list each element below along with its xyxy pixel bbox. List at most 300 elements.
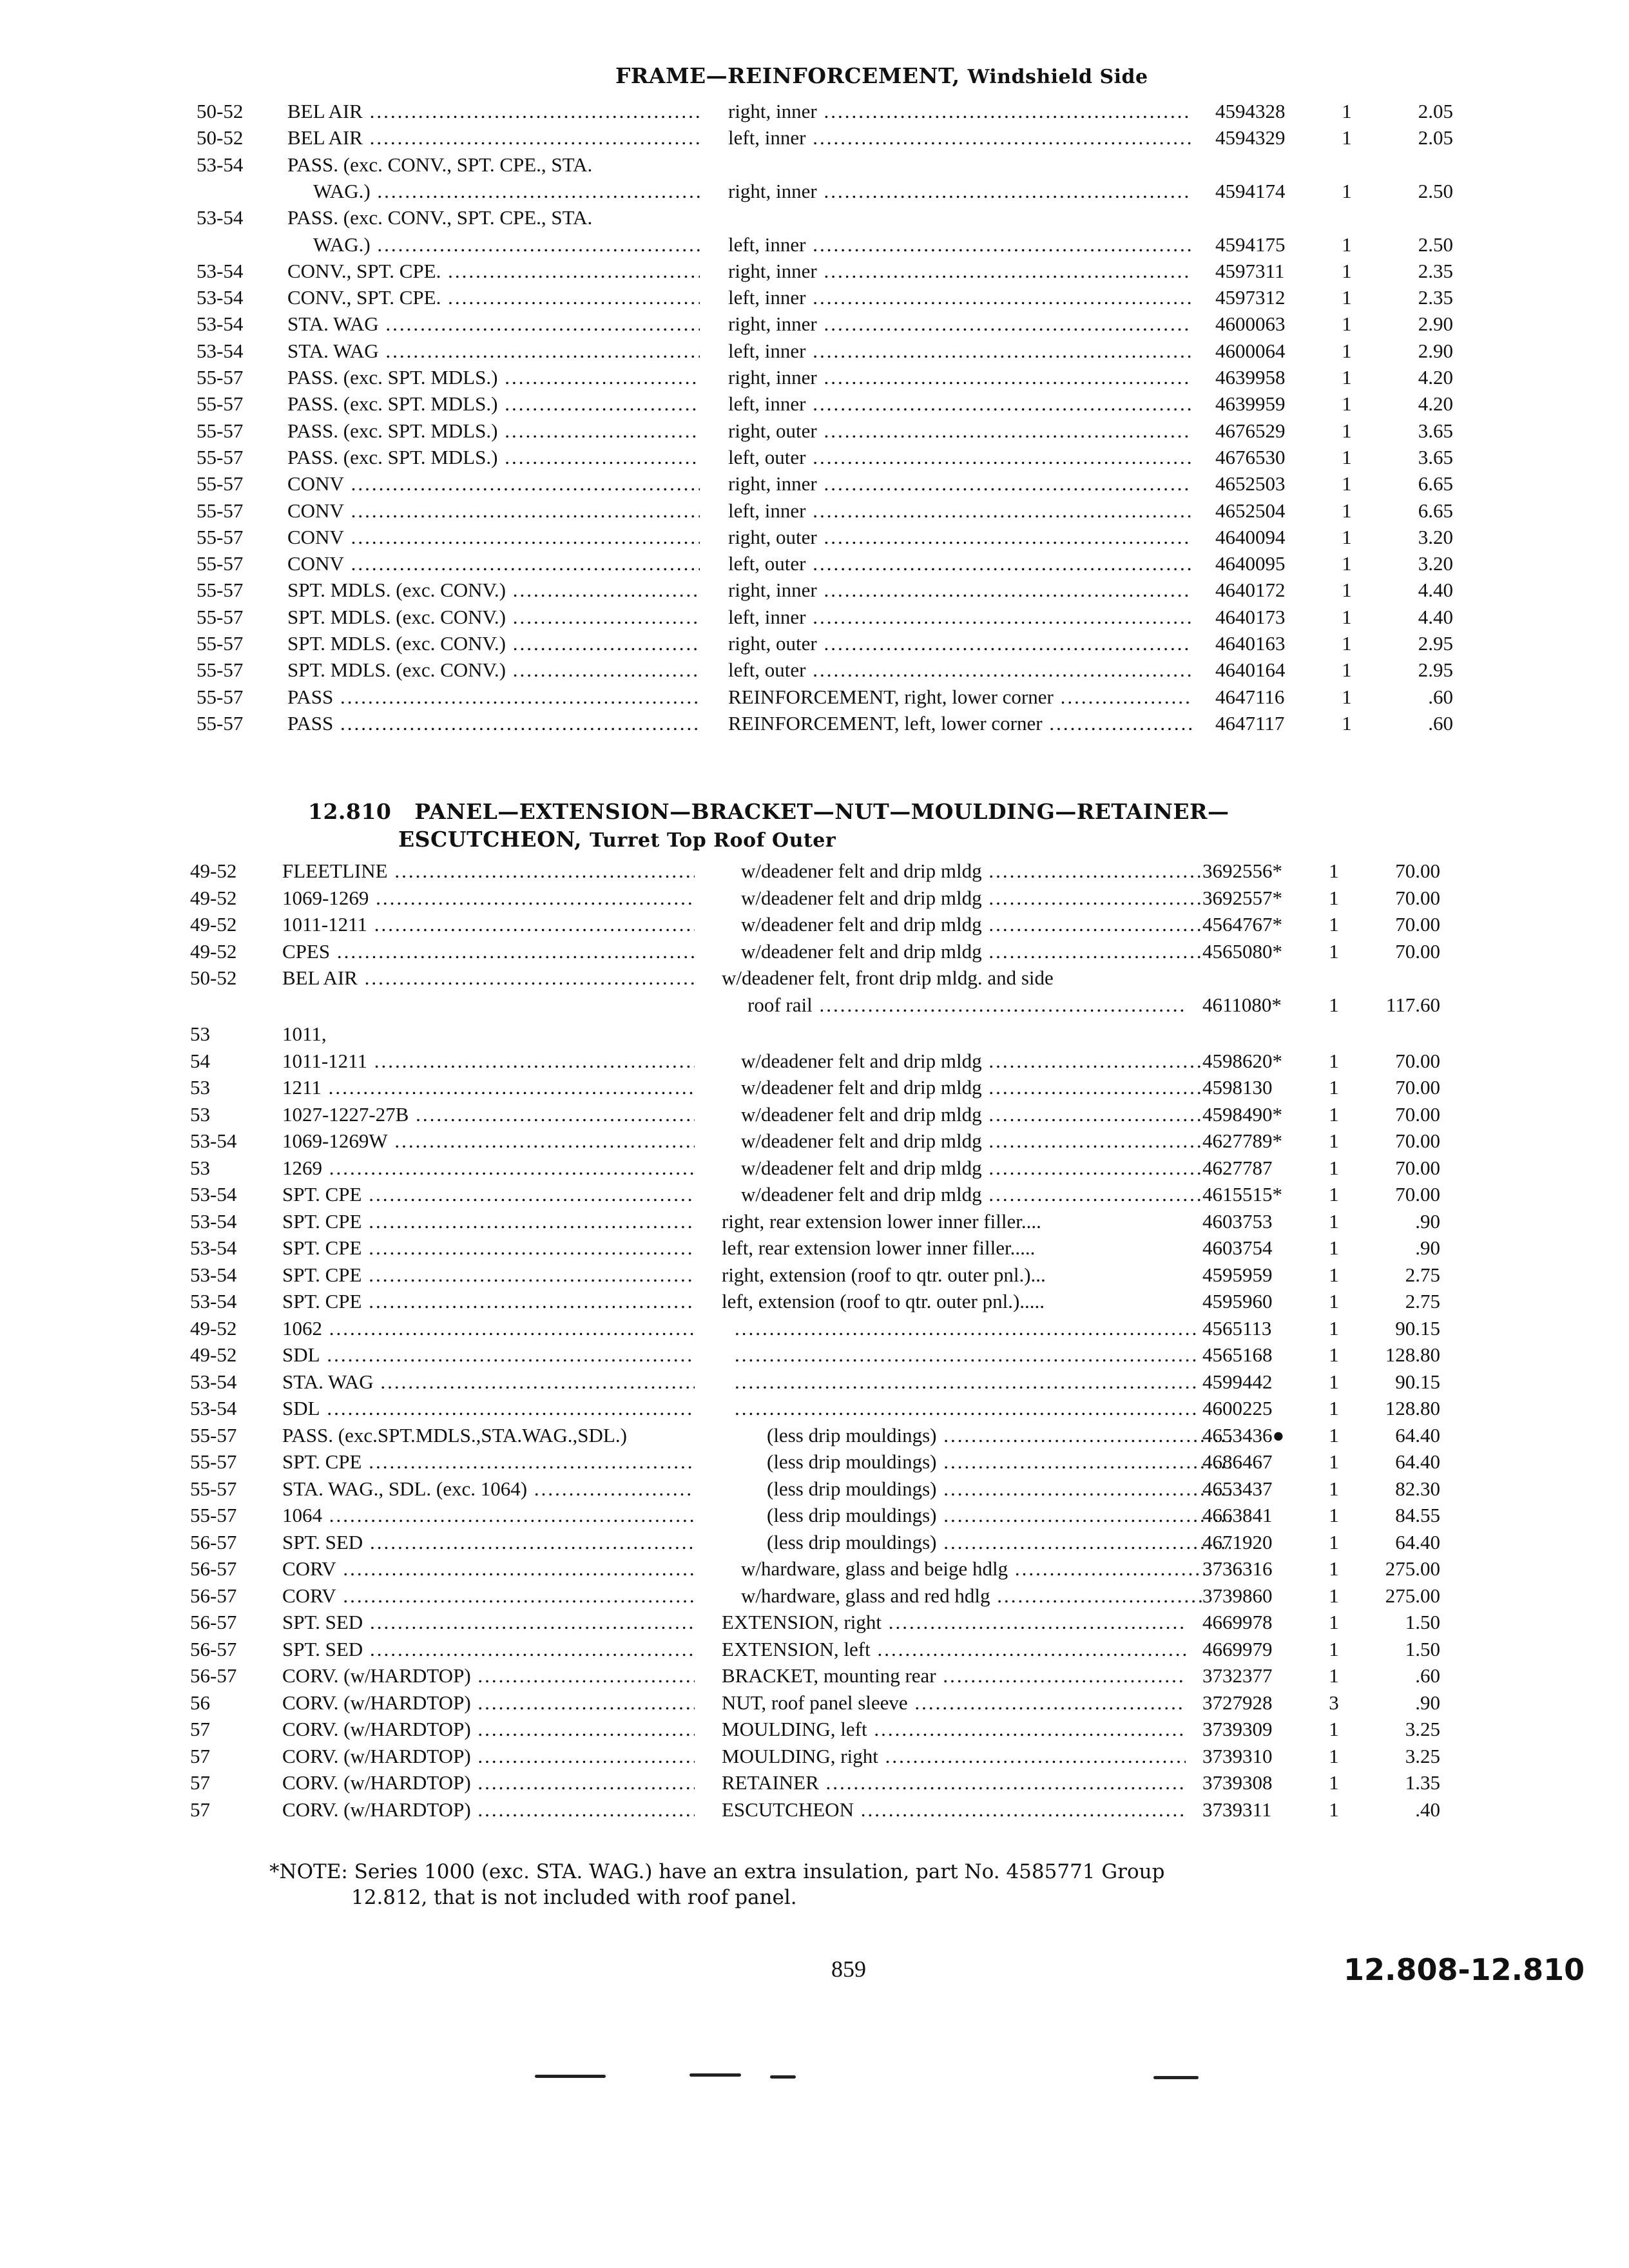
- price: 2.35: [1418, 259, 1453, 282]
- quantity: 1: [1329, 1771, 1339, 1794]
- model-name: CORV .....: [282, 1583, 695, 1609]
- table-row: [0, 711, 1629, 736]
- quantity: 1: [1329, 1637, 1339, 1660]
- price: 117.60: [1385, 993, 1440, 1016]
- part-number: 4640173: [1215, 605, 1286, 628]
- quantity: 3: [1329, 1691, 1339, 1714]
- year-range: 49-52: [190, 1316, 237, 1340]
- part-description: left, inner .....: [728, 498, 1192, 524]
- table-row: [0, 577, 1629, 603]
- part-description: left, inner .....: [728, 338, 1192, 364]
- quantity: 1: [1342, 658, 1352, 682]
- table-row: [0, 1476, 1629, 1502]
- model-name-continued: WAG.) .....: [313, 232, 700, 258]
- year-range: 56-57: [190, 1664, 237, 1687]
- quantity: 1: [1342, 392, 1352, 416]
- year-range: 53-54: [190, 1209, 237, 1233]
- table-row: [0, 1797, 1629, 1823]
- part-number: 3739309: [1202, 1718, 1273, 1741]
- scan-mark: [535, 2075, 606, 2078]
- year-range: 55-57: [190, 1477, 237, 1500]
- price: 6.65: [1418, 499, 1453, 522]
- table-row: [0, 1503, 1629, 1528]
- part-number: 3739311: [1202, 1798, 1272, 1821]
- part-description: right, inner .....: [728, 577, 1192, 603]
- price: 64.40: [1395, 1530, 1440, 1553]
- year-range: 53: [190, 1102, 210, 1126]
- table-row: [0, 1048, 1629, 1074]
- price: 64.40: [1395, 1450, 1440, 1474]
- part-description: (less drip mouldings) .....: [767, 1449, 1231, 1475]
- quantity: 1: [1329, 1129, 1339, 1153]
- quantity: 1: [1329, 1076, 1339, 1099]
- part-description: right, outer .....: [728, 524, 1192, 550]
- year-range: 55-57: [190, 1504, 237, 1527]
- part-description: BRACKET, mounting rear .....: [722, 1663, 1186, 1689]
- table-row: [0, 1182, 1629, 1207]
- table-row: [0, 1396, 1629, 1421]
- quantity: 1: [1329, 1049, 1339, 1072]
- year-range: 53-54: [190, 1183, 237, 1206]
- part-description: (less drip mouldings) .....: [767, 1530, 1231, 1555]
- price: .90: [1415, 1209, 1440, 1233]
- quantity: 1: [1342, 339, 1352, 362]
- table-row: [0, 311, 1629, 337]
- table-row: [0, 471, 1629, 497]
- year-range: 49-52: [190, 1343, 237, 1367]
- model-name: CORV. (w/HARDTOP) .....: [282, 1744, 695, 1769]
- table-row: [0, 858, 1629, 884]
- part-number: 4647116: [1215, 685, 1285, 708]
- price: 70.00: [1395, 1129, 1440, 1153]
- table-row: [0, 1369, 1629, 1395]
- model-name: SDL .....: [282, 1396, 695, 1421]
- price: 70.00: [1395, 913, 1440, 936]
- model-name: PASS. (exc. SPT. MDLS.) .....: [287, 418, 700, 444]
- part-description: [735, 1396, 1199, 1421]
- part-description: left, outer .....: [728, 551, 1192, 577]
- model-name: SPT. CPE .....: [282, 1289, 695, 1314]
- quantity: 1: [1329, 1718, 1339, 1741]
- table-row: [0, 1342, 1629, 1368]
- model-name: 1011-1211 .....: [282, 912, 695, 937]
- quantity: 1: [1329, 993, 1339, 1016]
- model-name: SPT. CPE .....: [282, 1182, 695, 1207]
- year-range: 55-57: [197, 472, 244, 495]
- model-name: CORV .....: [282, 1556, 695, 1582]
- price: 6.65: [1418, 472, 1453, 495]
- quantity: 1: [1329, 1236, 1339, 1260]
- year-range: 53-54: [190, 1290, 237, 1313]
- quantity: 1: [1329, 1611, 1339, 1634]
- model-name: SPT. CPE .....: [282, 1449, 695, 1475]
- part-description: left, outer .....: [728, 445, 1192, 470]
- quantity: 1: [1342, 685, 1352, 708]
- part-description: w/deadener felt and drip mldg .....: [741, 939, 1205, 965]
- part-number: 4599442: [1202, 1370, 1273, 1393]
- section2-title: PANEL—EXTENSION—BRACKET—NUT—MOULDING—RETAINER—: [414, 799, 1229, 824]
- table-row: [0, 1128, 1629, 1154]
- part-number: 4564767*: [1202, 913, 1282, 936]
- quantity: 1: [1342, 445, 1352, 468]
- quantity: 1: [1329, 1156, 1339, 1179]
- year-range: 56-57: [190, 1584, 237, 1607]
- part-number: 4669978: [1202, 1611, 1273, 1634]
- table-row: [0, 498, 1629, 524]
- section1-subtitle: Windshield Side: [967, 66, 1148, 88]
- footnote-line1: *NOTE: Series 1000 (exc. STA. WAG.) have an extra insulation, part No. 4585771 Group: [269, 1860, 1165, 1883]
- footnote-line2: 12.812, that is not included with roof panel.: [351, 1886, 797, 1909]
- price: 2.95: [1418, 632, 1453, 655]
- price: 2.95: [1418, 658, 1453, 682]
- price: 2.05: [1418, 100, 1453, 122]
- price: 275.00: [1385, 1557, 1440, 1581]
- model-name: CONV .....: [287, 551, 700, 577]
- part-description: w/deadener felt and drip mldg .....: [741, 885, 1205, 911]
- year-range: 56: [190, 1691, 210, 1714]
- part-description: REINFORCEMENT, right, lower corner .....: [728, 684, 1192, 710]
- table-row-continued: [0, 232, 1629, 258]
- model-name: CORV. (w/HARDTOP) .....: [282, 1770, 695, 1796]
- model-name: PASS .....: [287, 711, 700, 736]
- model-name: PASS. (exc.SPT.MDLS.,STA.WAG.,SDL.): [282, 1423, 627, 1446]
- table-row: [0, 604, 1629, 630]
- part-number: 3739860: [1202, 1584, 1273, 1607]
- quantity: 1: [1342, 499, 1352, 522]
- part-description: EXTENSION, right .....: [722, 1610, 1186, 1635]
- table-row: [0, 152, 1629, 178]
- year-range: 53-54: [197, 312, 244, 336]
- table-row-continued: [0, 178, 1629, 204]
- price: 64.40: [1395, 1423, 1440, 1446]
- year-range: 53-54: [197, 339, 244, 362]
- year-range: 56-57: [190, 1557, 237, 1581]
- price: 70.00: [1395, 1076, 1440, 1099]
- price: 90.15: [1395, 1316, 1440, 1340]
- model-name: CORV. (w/HARDTOP) .....: [282, 1663, 695, 1689]
- model-name: PASS. (exc. CONV., SPT. CPE., STA.: [287, 206, 593, 229]
- year-range: 53-54: [190, 1263, 237, 1286]
- table-row: [0, 1663, 1629, 1689]
- table-row: [0, 1716, 1629, 1742]
- quantity: 1: [1329, 1423, 1339, 1446]
- quantity: 1: [1342, 525, 1352, 548]
- part-number: 4595960: [1202, 1290, 1273, 1313]
- footnote: [269, 1859, 1236, 1910]
- year-range: 55-57: [197, 685, 244, 708]
- model-name: 1211 .....: [282, 1075, 695, 1100]
- quantity: 1: [1329, 1798, 1339, 1821]
- part-number: 4627789*: [1202, 1129, 1282, 1153]
- model-name: STA. WAG .....: [287, 338, 700, 364]
- part-number: 4595959: [1202, 1263, 1273, 1286]
- model-name: STA. WAG., SDL. (exc. 1064) .....: [282, 1476, 695, 1502]
- model-name: 1069-1269W .....: [282, 1128, 695, 1154]
- price: 3.65: [1418, 445, 1453, 468]
- part-number: 4652503: [1215, 472, 1286, 495]
- year-range: 49-52: [190, 913, 237, 936]
- price: 4.40: [1418, 579, 1453, 602]
- part-description: w/deadener felt, front drip mldg. and side: [722, 966, 1054, 989]
- part-number: 4647117: [1215, 711, 1285, 735]
- model-name-continued: WAG.) .....: [313, 178, 700, 204]
- price: .60: [1428, 711, 1453, 735]
- year-range: 55-57: [190, 1423, 237, 1446]
- quantity: 1: [1329, 1209, 1339, 1233]
- part-number: 3692556*: [1202, 860, 1282, 882]
- year-range: 49-52: [190, 939, 237, 963]
- table-row: [0, 1770, 1629, 1796]
- part-description: w/hardware, glass and red hdlg .....: [741, 1583, 1205, 1609]
- part-description: w/deadener felt and drip mldg .....: [741, 1182, 1205, 1207]
- model-name: PASS. (exc. SPT. MDLS.) .....: [287, 365, 700, 390]
- part-number: 3736316: [1202, 1557, 1273, 1581]
- model-name: CORV. (w/HARDTOP) .....: [282, 1716, 695, 1742]
- year-range: 55-57: [190, 1450, 237, 1474]
- part-number: 4652504: [1215, 499, 1286, 522]
- table-row: [0, 1610, 1629, 1635]
- part-description: right, inner .....: [728, 311, 1192, 337]
- part-number: 4597312: [1215, 286, 1286, 309]
- part-number: 4600064: [1215, 339, 1286, 362]
- quantity: 1: [1342, 711, 1352, 735]
- price: 2.05: [1418, 126, 1453, 149]
- price: 2.90: [1418, 312, 1453, 336]
- year-range: 55-57: [197, 499, 244, 522]
- part-number: 4676529: [1215, 419, 1286, 442]
- part-description: (less drip mouldings) .....: [767, 1423, 1231, 1448]
- part-description-continued: roof rail .....: [747, 992, 1186, 1018]
- year-range: 55-57: [197, 525, 244, 548]
- price: 70.00: [1395, 1156, 1440, 1179]
- model-name: PASS. (exc. CONV., SPT. CPE., STA.: [287, 153, 593, 176]
- table-row: [0, 1102, 1629, 1128]
- year-range: 57: [190, 1718, 210, 1741]
- part-number: 3739308: [1202, 1771, 1273, 1794]
- section1-heading: [615, 63, 1148, 88]
- quantity: 1: [1342, 126, 1352, 149]
- year-range: 55-57: [197, 445, 244, 468]
- price: 4.20: [1418, 366, 1453, 389]
- part-number: 4565113: [1202, 1316, 1272, 1340]
- table-row: [0, 338, 1629, 364]
- scan-mark: [770, 2075, 796, 2079]
- model-name: PASS. (exc. SPT. MDLS.) .....: [287, 391, 700, 417]
- model-name: CONV., SPT. CPE. .....: [287, 285, 700, 311]
- price: .60: [1428, 685, 1453, 708]
- year-range: 55-57: [197, 419, 244, 442]
- part-description: MOULDING, right .....: [722, 1744, 1186, 1769]
- part-number: 4640095: [1215, 552, 1286, 575]
- table-row: [0, 885, 1629, 911]
- model-name: CONV., SPT. CPE. .....: [287, 258, 700, 284]
- quantity: 1: [1342, 366, 1352, 389]
- part-description: right, inner .....: [728, 365, 1192, 390]
- section2-subtitle: Turret Top Roof Outer: [589, 829, 836, 852]
- part-number: 4594174: [1215, 179, 1286, 202]
- model-name: 1069-1269 .....: [282, 885, 695, 911]
- part-description: NUT, roof panel sleeve .....: [722, 1690, 1186, 1716]
- part-number: 4565080*: [1202, 939, 1282, 963]
- price: .40: [1415, 1798, 1440, 1821]
- part-description: w/deadener felt and drip mldg .....: [741, 858, 1205, 884]
- part-description: right, inner .....: [728, 178, 1192, 204]
- part-description: ESCUTCHEON .....: [722, 1797, 1186, 1823]
- year-range: 53-54: [190, 1370, 237, 1393]
- part-number: 4598620*: [1202, 1049, 1282, 1072]
- table-row: [0, 205, 1629, 231]
- part-number: 4653437: [1202, 1477, 1273, 1500]
- part-number: 4676530: [1215, 445, 1286, 468]
- scan-mark: [1153, 2076, 1199, 2079]
- table-row: [0, 657, 1629, 683]
- group-range: 12.808-12.810: [1344, 1952, 1585, 1987]
- part-description: left, inner .....: [728, 391, 1192, 417]
- part-description: right, extension (roof to qtr. outer pnl.)...: [722, 1263, 1046, 1286]
- year-range: 53: [190, 1076, 210, 1099]
- model-name: 1027-1227-27B .....: [282, 1102, 695, 1128]
- price: 4.40: [1418, 605, 1453, 628]
- part-description: w/deadener felt and drip mldg .....: [741, 1128, 1205, 1154]
- part-number: 4594328: [1215, 100, 1286, 122]
- table-row: [0, 391, 1629, 417]
- year-range: 54: [190, 1049, 210, 1072]
- part-number: 4640094: [1215, 525, 1286, 548]
- quantity: 1: [1342, 579, 1352, 602]
- year-range: 57: [190, 1771, 210, 1794]
- quantity: 1: [1329, 1557, 1339, 1581]
- section1-title: FRAME—REINFORCEMENT,: [615, 63, 960, 88]
- table-row-continued: [0, 992, 1629, 1018]
- year-range: 49-52: [190, 886, 237, 909]
- scan-mark: [689, 2073, 741, 2077]
- year-range: 55-57: [197, 392, 244, 416]
- part-number: 4669979: [1202, 1637, 1273, 1660]
- model-name: STA. WAG .....: [287, 311, 700, 337]
- model-name: PASS. (exc. SPT. MDLS.) .....: [287, 445, 700, 470]
- quantity: 1: [1342, 419, 1352, 442]
- table-row: [0, 1530, 1629, 1555]
- section2-heading-line2: [398, 827, 836, 852]
- part-number: 4598490*: [1202, 1102, 1282, 1126]
- year-range: 56-57: [190, 1611, 237, 1634]
- quantity: 1: [1329, 1744, 1339, 1767]
- model-name: BEL AIR .....: [287, 125, 700, 151]
- price: 90.15: [1395, 1370, 1440, 1393]
- quantity: 1: [1342, 605, 1352, 628]
- model-name: SPT. SED .....: [282, 1610, 695, 1635]
- quantity: 1: [1329, 939, 1339, 963]
- table-row: [0, 1423, 1629, 1448]
- part-number: 3739310: [1202, 1744, 1273, 1767]
- quantity: 1: [1342, 179, 1352, 202]
- part-description: EXTENSION, left .....: [722, 1637, 1186, 1662]
- year-range: 53: [190, 1156, 210, 1179]
- price: .90: [1415, 1236, 1440, 1260]
- part-number: 4597311: [1215, 259, 1285, 282]
- part-description: right, rear extension lower inner filler....: [722, 1209, 1041, 1233]
- year-range: 57: [190, 1744, 210, 1767]
- part-description: left, inner .....: [728, 285, 1192, 311]
- table-row: [0, 1690, 1629, 1716]
- price: 2.75: [1405, 1290, 1440, 1313]
- table-row: [0, 1744, 1629, 1769]
- part-description: w/deadener felt and drip mldg .....: [741, 1075, 1205, 1100]
- quantity: 1: [1342, 233, 1352, 256]
- year-range: 55-57: [197, 711, 244, 735]
- table-row: [0, 631, 1629, 657]
- price: 3.20: [1418, 552, 1453, 575]
- model-name: SPT. MDLS. (exc. CONV.) .....: [287, 604, 700, 630]
- quantity: 1: [1329, 860, 1339, 882]
- price: 128.80: [1385, 1343, 1440, 1367]
- quantity: 1: [1329, 1263, 1339, 1286]
- model-name: SPT. CPE .....: [282, 1262, 695, 1288]
- model-name: SPT. SED .....: [282, 1530, 695, 1555]
- year-range: 53-54: [197, 153, 244, 176]
- part-number: 4663841: [1202, 1504, 1273, 1527]
- quantity: 1: [1329, 1290, 1339, 1313]
- table-row: [0, 258, 1629, 284]
- model-name: SPT. SED .....: [282, 1637, 695, 1662]
- model-name: BEL AIR .....: [282, 965, 695, 991]
- part-number: 4686467: [1202, 1450, 1273, 1474]
- year-range: 53-54: [197, 206, 244, 229]
- part-number: 4600225: [1202, 1397, 1273, 1420]
- quantity: 1: [1342, 472, 1352, 495]
- part-number: 4603753: [1202, 1209, 1273, 1233]
- model-name: FLEETLINE .....: [282, 858, 695, 884]
- part-description: w/deadener felt and drip mldg .....: [741, 912, 1205, 937]
- quantity: 1: [1329, 1343, 1339, 1367]
- model-name: STA. WAG .....: [282, 1369, 695, 1395]
- quantity: 1: [1329, 1664, 1339, 1687]
- quantity: 1: [1329, 886, 1339, 909]
- model-name: PASS .....: [287, 684, 700, 710]
- section2-group-number: 12.810: [308, 799, 392, 824]
- table-row: [0, 1449, 1629, 1475]
- year-range: 50-52: [197, 126, 244, 149]
- year-range: 53-54: [197, 259, 244, 282]
- model-name: SPT. MDLS. (exc. CONV.) .....: [287, 577, 700, 603]
- year-range: 55-57: [197, 632, 244, 655]
- table-row: [0, 912, 1629, 937]
- quantity: 1: [1329, 1183, 1339, 1206]
- quantity: 1: [1329, 1530, 1339, 1553]
- table-row: [0, 1075, 1629, 1100]
- table-row: [0, 1637, 1629, 1662]
- quantity: 1: [1342, 312, 1352, 336]
- price: 2.50: [1418, 233, 1453, 256]
- quantity: 1: [1329, 1504, 1339, 1527]
- part-number: 4639958: [1215, 366, 1286, 389]
- part-description: MOULDING, left .....: [722, 1716, 1186, 1742]
- model-name: SPT. CPE .....: [282, 1209, 695, 1235]
- part-description: w/hardware, glass and beige hdlg .....: [741, 1556, 1205, 1582]
- part-description: [735, 1369, 1199, 1395]
- table-row: [0, 418, 1629, 444]
- part-description: (less drip mouldings) .....: [767, 1476, 1231, 1502]
- year-range: 53: [190, 1023, 210, 1046]
- table-row: [0, 551, 1629, 577]
- part-number: 4653436●: [1202, 1423, 1285, 1446]
- part-number: 4594329: [1215, 126, 1286, 149]
- price: 70.00: [1395, 886, 1440, 909]
- part-number: 4600063: [1215, 312, 1286, 336]
- model-name: SPT. MDLS. (exc. CONV.) .....: [287, 657, 700, 683]
- quantity: 1: [1329, 1584, 1339, 1607]
- part-description: right, outer .....: [728, 418, 1192, 444]
